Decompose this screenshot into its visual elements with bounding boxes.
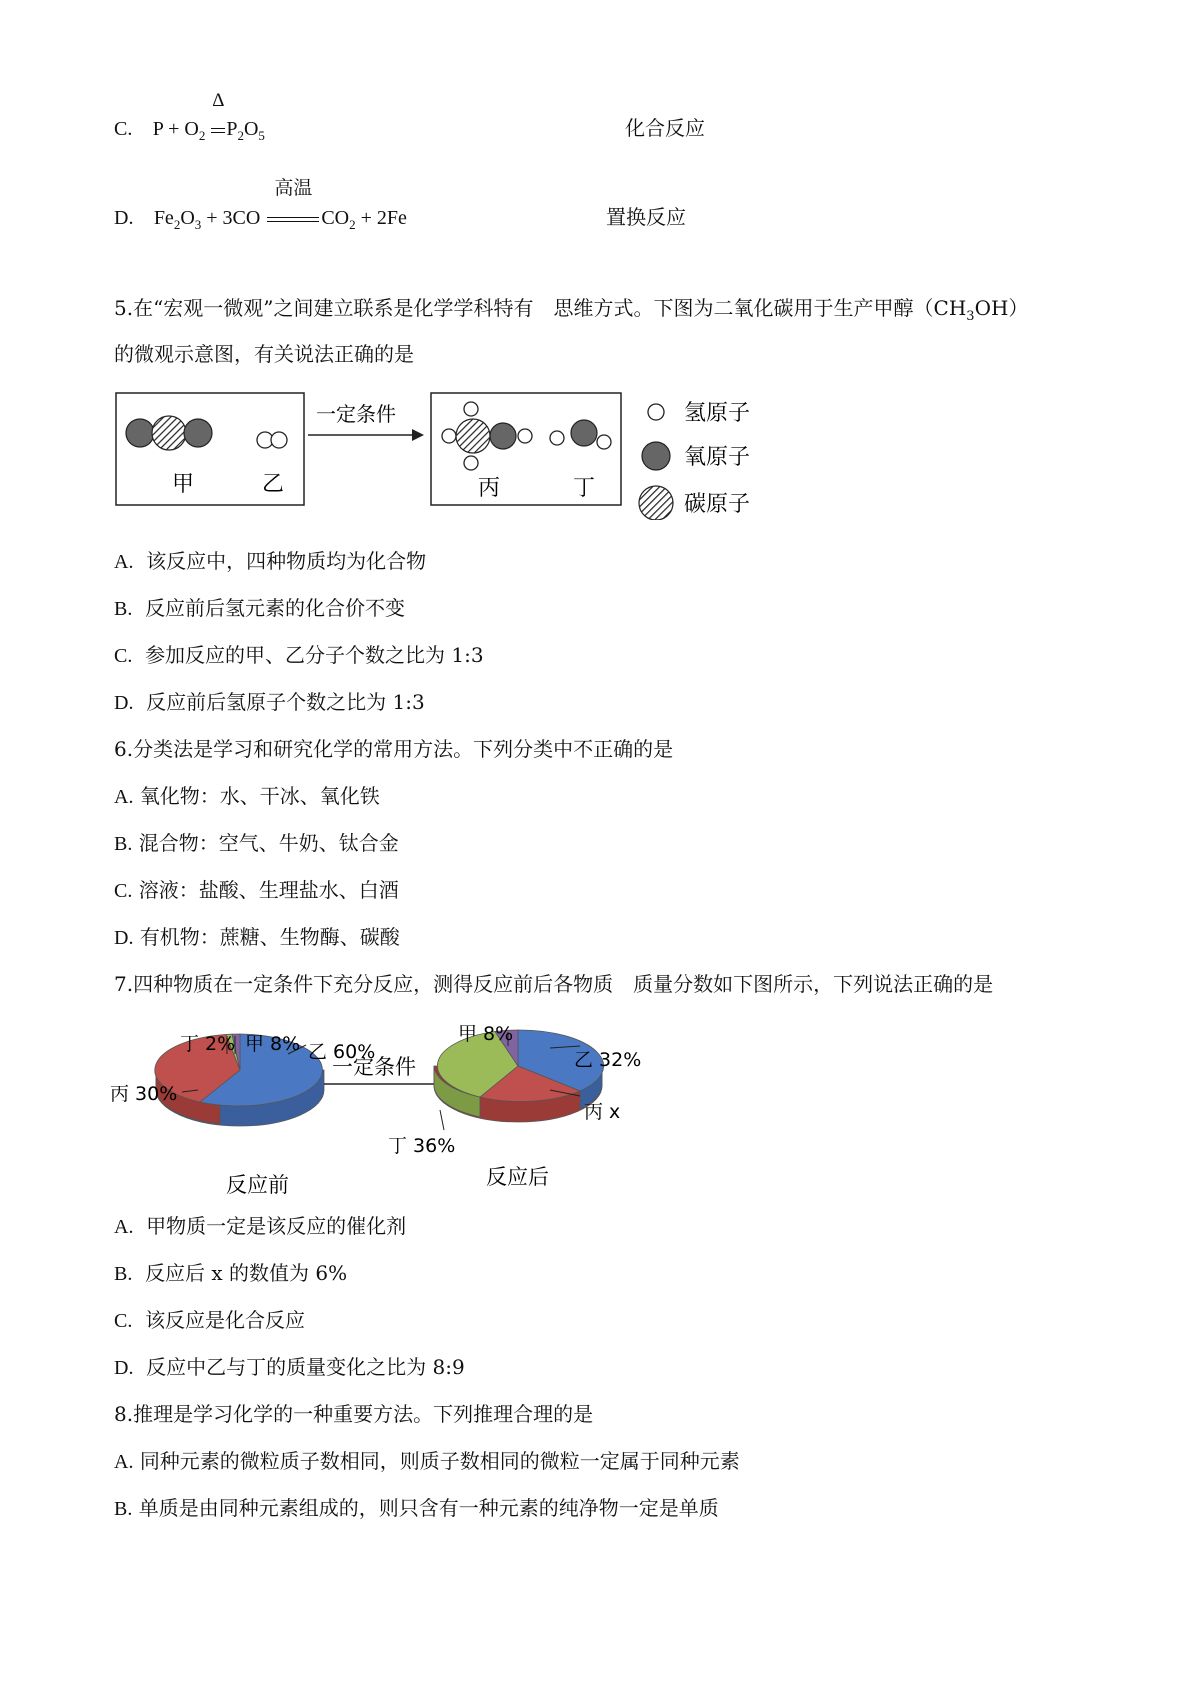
option-letter: C. xyxy=(114,118,133,140)
q6-option-b: B. 混合物：空气、牛奶、钛合金 xyxy=(114,831,399,855)
q6-stem: 6.分类法是学习和研究化学的常用方法。下列分类中不正确的是 xyxy=(114,737,674,761)
q5-option-b: B. 反应前后氢元素的化合价不变 xyxy=(114,596,406,620)
q4-option-d xyxy=(114,177,407,239)
label-yi: 乙 xyxy=(262,472,285,497)
hydrogen-atom xyxy=(550,431,564,445)
label-jia: 甲 xyxy=(172,472,195,497)
label-before-yi: 乙 60% xyxy=(308,1041,376,1063)
q7-option-c: C. 该反应是化合反应 xyxy=(114,1308,306,1332)
caption-after: 反应后 xyxy=(486,1165,549,1189)
label-after-bing: 丙 x xyxy=(584,1101,621,1123)
hydrogen-atom xyxy=(464,456,478,470)
equation-c: $P + O_2$ Δ $P_2O_5$ xyxy=(152,90,265,143)
label-ding: 丁 xyxy=(573,476,596,501)
label-after-jia: 甲 8% xyxy=(458,1023,514,1045)
q7-option-b: B. 反应后 x 的数值为 6% xyxy=(114,1261,348,1285)
label-before-bing: 丙 30% xyxy=(110,1083,178,1105)
condition-equals: 高温 xyxy=(265,204,321,232)
q5-option-d: D. 反应前后氢原子个数之比为 1:3 xyxy=(114,690,425,714)
pie-arrow-label: 一定条件 xyxy=(332,1055,416,1079)
q6-option-c: C. 溶液：盐酸、生理盐水、白酒 xyxy=(114,878,399,902)
legend-carbon: 碳原子 xyxy=(684,492,751,517)
q7-option-d: D. 反应中乙与丁的质量变化之比为 8:9 xyxy=(114,1355,465,1379)
label-before-jia: 甲 8% xyxy=(245,1033,301,1055)
q6-option-a: A. 氧化物：水、干冰、氧化铁 xyxy=(114,784,380,808)
equation-d: $Fe_2O_3 + 3CO$ 高温 $CO_2 + 2Fe$ xyxy=(153,177,407,232)
q4-option-c xyxy=(114,90,265,150)
label-before-ding: 丁 2% xyxy=(180,1033,236,1055)
oxygen-atom xyxy=(490,423,516,449)
label-after-ding: 丁 36% xyxy=(388,1135,456,1157)
caption-before: 反应前 xyxy=(226,1173,289,1197)
q7-option-a: A. 甲物质一定是该反应的催化剂 xyxy=(114,1214,407,1238)
hydrogen-atom xyxy=(518,429,532,443)
hydrogen-atom xyxy=(464,402,478,416)
option-letter: D. xyxy=(114,207,134,229)
carbon-atom xyxy=(456,419,490,453)
q5-stem: 5.在“宏观一微观”之间建立联系是化学学科特有 思维方式。下图为二氧化碳用于生产甲醇$(CH_3OH)$ xyxy=(114,296,1029,324)
legend-oxygen-icon xyxy=(642,442,670,470)
q8-option-b: B. 单质是由同种元素组成的，则只含有一种元素的纯净物一定是单质 xyxy=(114,1496,719,1520)
oxygen-atom xyxy=(571,420,597,446)
oxygen-atom xyxy=(184,419,212,447)
legend-carbon-icon xyxy=(639,486,673,520)
arrow-label: 一定条件 xyxy=(316,402,396,426)
q8-stem: 8.推理是学习化学的一种重要方法。下列推理合理的是 xyxy=(114,1402,594,1426)
q7-stem: 7.四种物质在一定条件下充分反应，测得反应前后各物质 质量分数如下图所示，下列说法正确的是 xyxy=(114,972,994,996)
pie-after xyxy=(388,1023,641,1189)
hydrogen-atom xyxy=(271,432,287,448)
q5-option-a: A. 该反应中，四种物质均为化合物 xyxy=(114,549,427,573)
q5-stem-line2: 的微观示意图，有关说法正确的是 xyxy=(114,342,414,366)
q4-option-c-type: 化合反应 xyxy=(625,116,705,140)
legend-hydrogen: 氢原子 xyxy=(684,401,751,426)
pie-charts xyxy=(110,1010,710,1200)
label-bing: 丙 xyxy=(478,476,501,501)
condition-equals: Δ xyxy=(210,115,226,143)
q4-option-d-type: 置换反应 xyxy=(606,205,686,229)
molecule-diagram xyxy=(110,385,770,520)
hydrogen-atom xyxy=(597,435,611,449)
q5-option-c: C. 参加反应的甲、乙分子个数之比为 1:3 xyxy=(114,643,484,667)
legend-hydrogen-icon xyxy=(648,404,664,420)
legend-oxygen: 氧原子 xyxy=(684,445,751,470)
q6-option-d: D. 有机物：蔗糖、生物酶、碳酸 xyxy=(114,925,400,949)
oxygen-atom xyxy=(126,419,154,447)
label-after-yi: 乙 32% xyxy=(574,1049,642,1071)
q8-option-a: A. 同种元素的微粒质子数相同，则质子数相同的微粒一定属于同种元素 xyxy=(114,1449,740,1473)
carbon-atom xyxy=(152,416,186,450)
hydrogen-atom xyxy=(442,429,456,443)
